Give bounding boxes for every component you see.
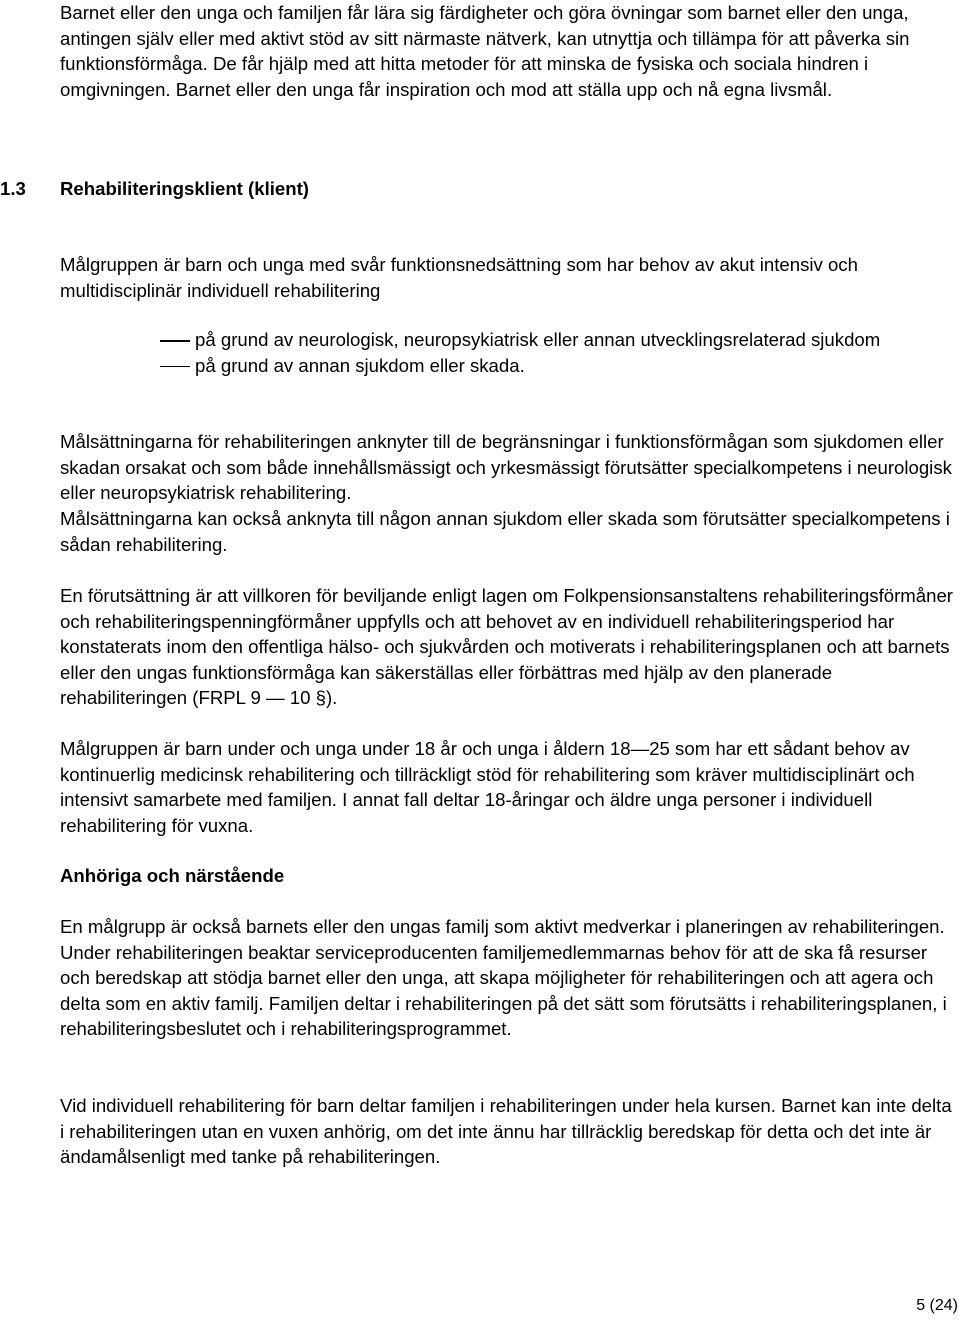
- bullet-list: [60, 327, 940, 378]
- bullet-text: på grund av annan sjukdom eller skada.: [195, 354, 525, 376]
- age-paragraph: Målgruppen är barn under och unga under 18 år och unga i åldern 18—25 som har ett sådant behov av kontinuerlig medicinsk rehabilitering och tillräckligt stöd för rehabilitering som kräver multidisciplinärt och intensivt samarbete med familjen. I annat fall deltar 18-åringar och äldre unga personer i individuell rehabilitering för vuxna.: [60, 738, 915, 836]
- goals-paragraph-2: Målsättningarna kan också anknyta till någon annan sjukdom eller skada som förutsätter specialkompetens i sådan rehabilitering.: [60, 508, 950, 555]
- dash-bullet-icon: [160, 366, 190, 368]
- page-number: 5 (24): [916, 1297, 958, 1314]
- bullet-text: på grund av neurologisk, neuropsykiatrisk eller annan utvecklingsrelaterad sjukdom: [195, 329, 881, 350]
- relatives-paragraph: En målgrupp är också barnets eller den ungas familj som aktivt medverkar i planeringen av rehabiliteringen. Under rehabiliteringen beaktar serviceproducenten familjemedlemmarnas behov för att de ska få resurser och beredskap att stödja barnet eller den unga, att skapa möjligheter för rehabiliteringen och att agera och delta som en aktiv familj. Familjen deltar i rehabiliteringen på det sätt som förutsätts i rehabiliteringsplanen, i rehabiliteringsbeslutet och i rehabiliteringsprogrammet.: [60, 916, 947, 1040]
- family-paragraph: Vid individuell rehabilitering för barn deltar familjen i rehabiliteringen under hela kursen. Barnet kan inte delta i rehabiliteringen utan en vuxen anhörig, om det inte ännu har tillräcklig beredskap för detta och det inte är ändamålsenligt med tanke på rehabiliteringen.: [60, 1095, 952, 1168]
- intro-paragraph: Barnet eller den unga och familjen får lära sig färdigheter och göra övningar som barnet eller den unga, antingen själv eller med aktivt stöd av sitt närmaste nätverk, kan utnyttja och tillämpa för att påverka sin funktionsförmåga. De får hjälp med att hitta metoder för att minska de fysiska och sociala hindren i omgivningen. Barnet eller den unga får inspiration och mod att ställa upp och nå egna livsmål.: [60, 2, 910, 100]
- goals-paragraph-1: Målsättningarna för rehabiliteringen anknyter till de begränsningar i funktionsförmågan som sjukdomen eller skadan orsakat och som både innehållsmässigt och yrkesmässigt förutsätter specialkompetens i neurologisk eller neuropsykiatrisk rehabilitering.: [60, 431, 952, 504]
- section-title: Rehabiliteringsklient (klient): [60, 178, 309, 199]
- dash-bullet-icon: [160, 340, 190, 342]
- section-number: 1.3: [0, 178, 26, 199]
- target-group-intro: Målgruppen är barn och unga med svår funktionsnedsättning som har behov av akut intensiv och multidisciplinär individuell rehabilitering: [60, 254, 858, 301]
- list-item: [60, 327, 940, 353]
- list-item: [60, 353, 940, 379]
- prerequisite-paragraph: En förutsättning är att villkoren för beviljande enligt lagen om Folkpensionsanstaltens rehabiliteringsförmåner och rehabiliteringspenningförmåner uppfylls och att behovet av en individuell rehabiliteringsperiod har konstaterats inom den offentliga hälso- och sjukvården och motiverats i rehabiliteringsplanen och att barnets eller den ungas funktionsförmåga kan säkerställas eller förbättras med hjälp av den planerade rehabiliteringen (FRPL 9 — 10 §).: [60, 585, 953, 709]
- relatives-heading: Anhöriga och närstående: [60, 865, 285, 886]
- section-heading: [0, 176, 955, 202]
